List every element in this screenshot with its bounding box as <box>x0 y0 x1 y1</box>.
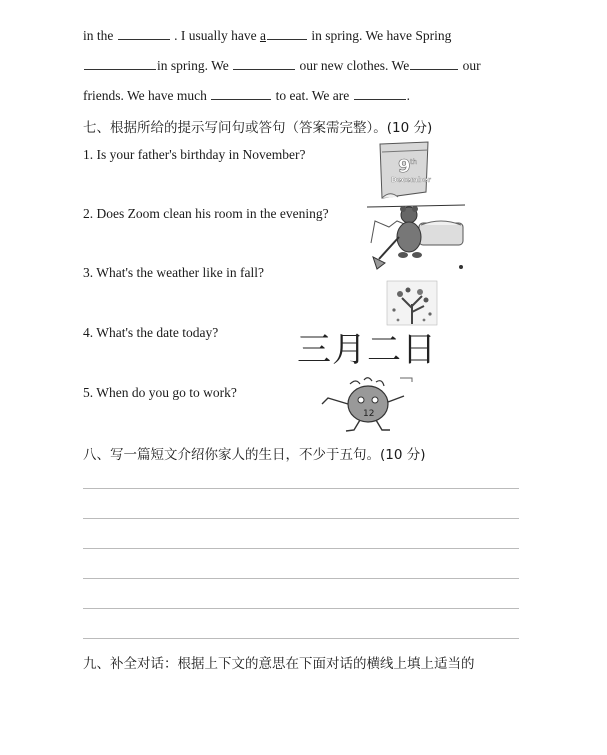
calendar-suffix: th <box>410 158 418 166</box>
writing-line[interactable] <box>83 518 519 519</box>
answer-blank[interactable] <box>354 87 406 100</box>
calendar-day: 9 <box>398 156 411 177</box>
cloze-text: . <box>406 88 410 103</box>
section-8-title: 八、写一篇短文介绍你家人的生日，不少于五句。(10 分) <box>83 447 426 463</box>
calendar-icon <box>374 140 434 202</box>
cloze-line-1 <box>83 27 451 44</box>
cloze-text: in the <box>83 28 114 43</box>
cloze-text: in spring. We have Spring <box>311 28 452 43</box>
question-2: 2. Does Zoom clean his room in the evening? <box>83 206 329 221</box>
cloze-line-2 <box>83 57 481 74</box>
writing-line[interactable] <box>83 548 519 549</box>
date-chinese-text: 三月二日 <box>297 330 437 370</box>
clock-character-illustration <box>320 376 414 434</box>
cloze-text: friends. We have much <box>83 88 207 103</box>
question-4: 4. What's the date today? <box>83 325 219 340</box>
answer-blank[interactable] <box>118 27 170 40</box>
cloze-text: . I usually have <box>174 28 257 43</box>
cloze-text-underlined: a <box>259 28 266 43</box>
bear-sweeping-illustration <box>367 203 467 271</box>
cloze-text: in spring. We <box>157 58 229 73</box>
autumn-tree-illustration <box>386 280 438 326</box>
cloze-text: to eat. We are <box>275 88 350 103</box>
calendar-month: December <box>391 176 431 184</box>
clock-number: 12 <box>363 409 375 419</box>
section-9-title: 九、补全对话：根据上下文的意思在下面对话的横线上填上适当的 <box>83 656 475 672</box>
writing-line[interactable] <box>83 488 519 489</box>
section-7-title: 七、根据所给的提示写问句或答句（答案需完整）。(10 分) <box>83 120 433 136</box>
cloze-line-3 <box>83 87 410 104</box>
writing-line[interactable] <box>83 578 519 579</box>
answer-blank[interactable] <box>410 57 458 70</box>
answer-blank[interactable] <box>267 27 307 40</box>
writing-line[interactable] <box>83 638 519 639</box>
question-3: 3. What's the weather like in fall? <box>83 265 264 280</box>
cloze-text: our <box>462 58 481 73</box>
answer-blank[interactable] <box>233 57 295 70</box>
writing-line[interactable] <box>83 608 519 609</box>
cloze-text: our new clothes. We <box>299 58 410 73</box>
answer-blank[interactable] <box>211 87 271 100</box>
question-1: 1. Is your father's birthday in November? <box>83 147 306 162</box>
answer-blank[interactable] <box>84 57 156 70</box>
question-5: 5. When do you go to work? <box>83 385 237 400</box>
